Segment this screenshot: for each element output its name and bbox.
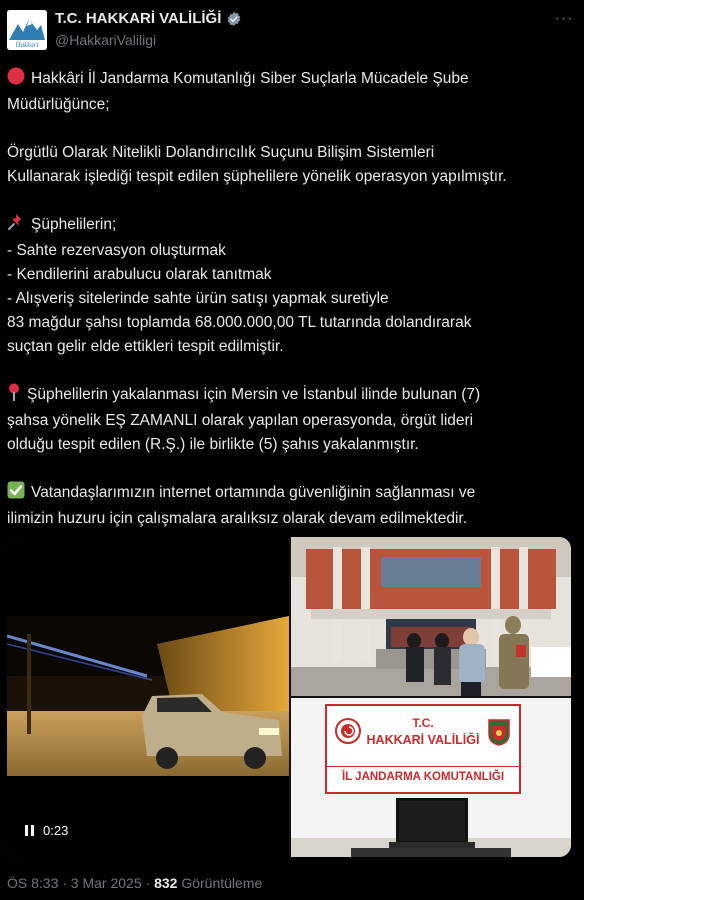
tweet-paragraph-2 (7, 141, 577, 189)
tweet-line: Müdürlüğünce; (7, 96, 110, 113)
tweet-line: Vatandaşlarımızın internet ortamında güvenliğinin sağlanması ve (31, 484, 476, 501)
tweet-line: şahsa yönelik EŞ ZAMANLI olarak yapılan operasyonda, örgüt lideri (7, 412, 474, 429)
page-background (584, 0, 721, 900)
more-options-icon[interactable]: ··· (554, 10, 574, 27)
video-thumbnail-night-truck (7, 616, 289, 776)
sign-line-3: İL JANDARMA KOMUTANLIĞI (327, 766, 519, 783)
views-count: 832 (154, 875, 178, 891)
tweet-line: - Alışveriş sitelerinde sahte ürün satışı yapmak suretiyle (7, 290, 389, 307)
hakkari-logo-icon (7, 10, 47, 50)
video-player[interactable] (7, 537, 289, 857)
tweet-line: suçtan gelir elde ettikleri tespit edilmiştir. (7, 338, 284, 355)
tweet-line: Kullanarak işlediği tespit edilen şüphelilere yönelik operasyon yapılmıştır. (7, 168, 507, 185)
red-circle-emoji (7, 67, 25, 93)
sign-line-2: HAKKARİ VALİLİĞİ (366, 733, 480, 747)
sign-line-1: T.C. (412, 716, 434, 730)
tweet-line: Şüphelilerin; (31, 216, 117, 233)
tweet-line: - Sahte rezervasyon oluşturmak (7, 242, 226, 259)
tweet-line: olduğu tespit edilen (R.Ş.) ile birlikte (5) şahıs yakalanmıştır. (7, 436, 419, 453)
avatar[interactable] (7, 10, 47, 50)
pause-icon[interactable] (25, 825, 35, 837)
photo-building-operation[interactable] (291, 537, 571, 696)
verified-badge-icon (226, 11, 242, 27)
svg-text:Hakkari: Hakkari (15, 41, 39, 49)
video-duration: 0:23 (43, 823, 69, 838)
tweet-line: Hakkâri İl Jandarma Komutanlığı Siber Suçlarla Mücadele Şube (31, 70, 469, 87)
tweet-line: 83 mağdur şahsı toplamda 68.000.000,00 TL tutarında dolandırarak (7, 314, 472, 331)
jandarma-sign (325, 704, 521, 794)
tweet-text (7, 67, 577, 555)
tweet-line: Şüphelilerin yakalanması için Mersin ve İstanbul ilinde bulunan (7) (27, 386, 481, 403)
table-with-laptop (291, 798, 571, 857)
tweet-line: - Kendilerini arabulucu olarak tanıtmak (7, 266, 272, 283)
account-handle[interactable]: @HakkariValiligi (55, 32, 157, 48)
photo-jandarma-sign[interactable] (291, 698, 571, 857)
tweet-paragraph-3 (7, 213, 577, 359)
account-name[interactable] (55, 10, 242, 27)
tweet-paragraph-5 (7, 481, 577, 531)
tweet-paragraph-1 (7, 67, 577, 117)
media-grid (7, 537, 571, 857)
check-mark-emoji (7, 481, 25, 507)
tweet-paragraph-4 (7, 383, 577, 457)
display-name-text[interactable]: T.C. HAKKARİ VALİLİĞİ (55, 10, 222, 27)
tweet-meta (7, 875, 262, 891)
tweet-timestamp[interactable]: ÖS 8:33 · 3 Mar 2025 · (7, 875, 155, 891)
tweet-line: ilimizin huzuru için çalışmalara aralıksız olarak devam edilmektedir. (7, 510, 468, 527)
pushpin-emoji (7, 213, 25, 239)
views-label: Görüntüleme (177, 875, 263, 891)
round-pushpin-emoji (7, 383, 21, 409)
tweet-line: Örgütlü Olarak Nitelikli Dolandırıcılık Suçunu Bilişim Sistemleri (7, 144, 435, 161)
